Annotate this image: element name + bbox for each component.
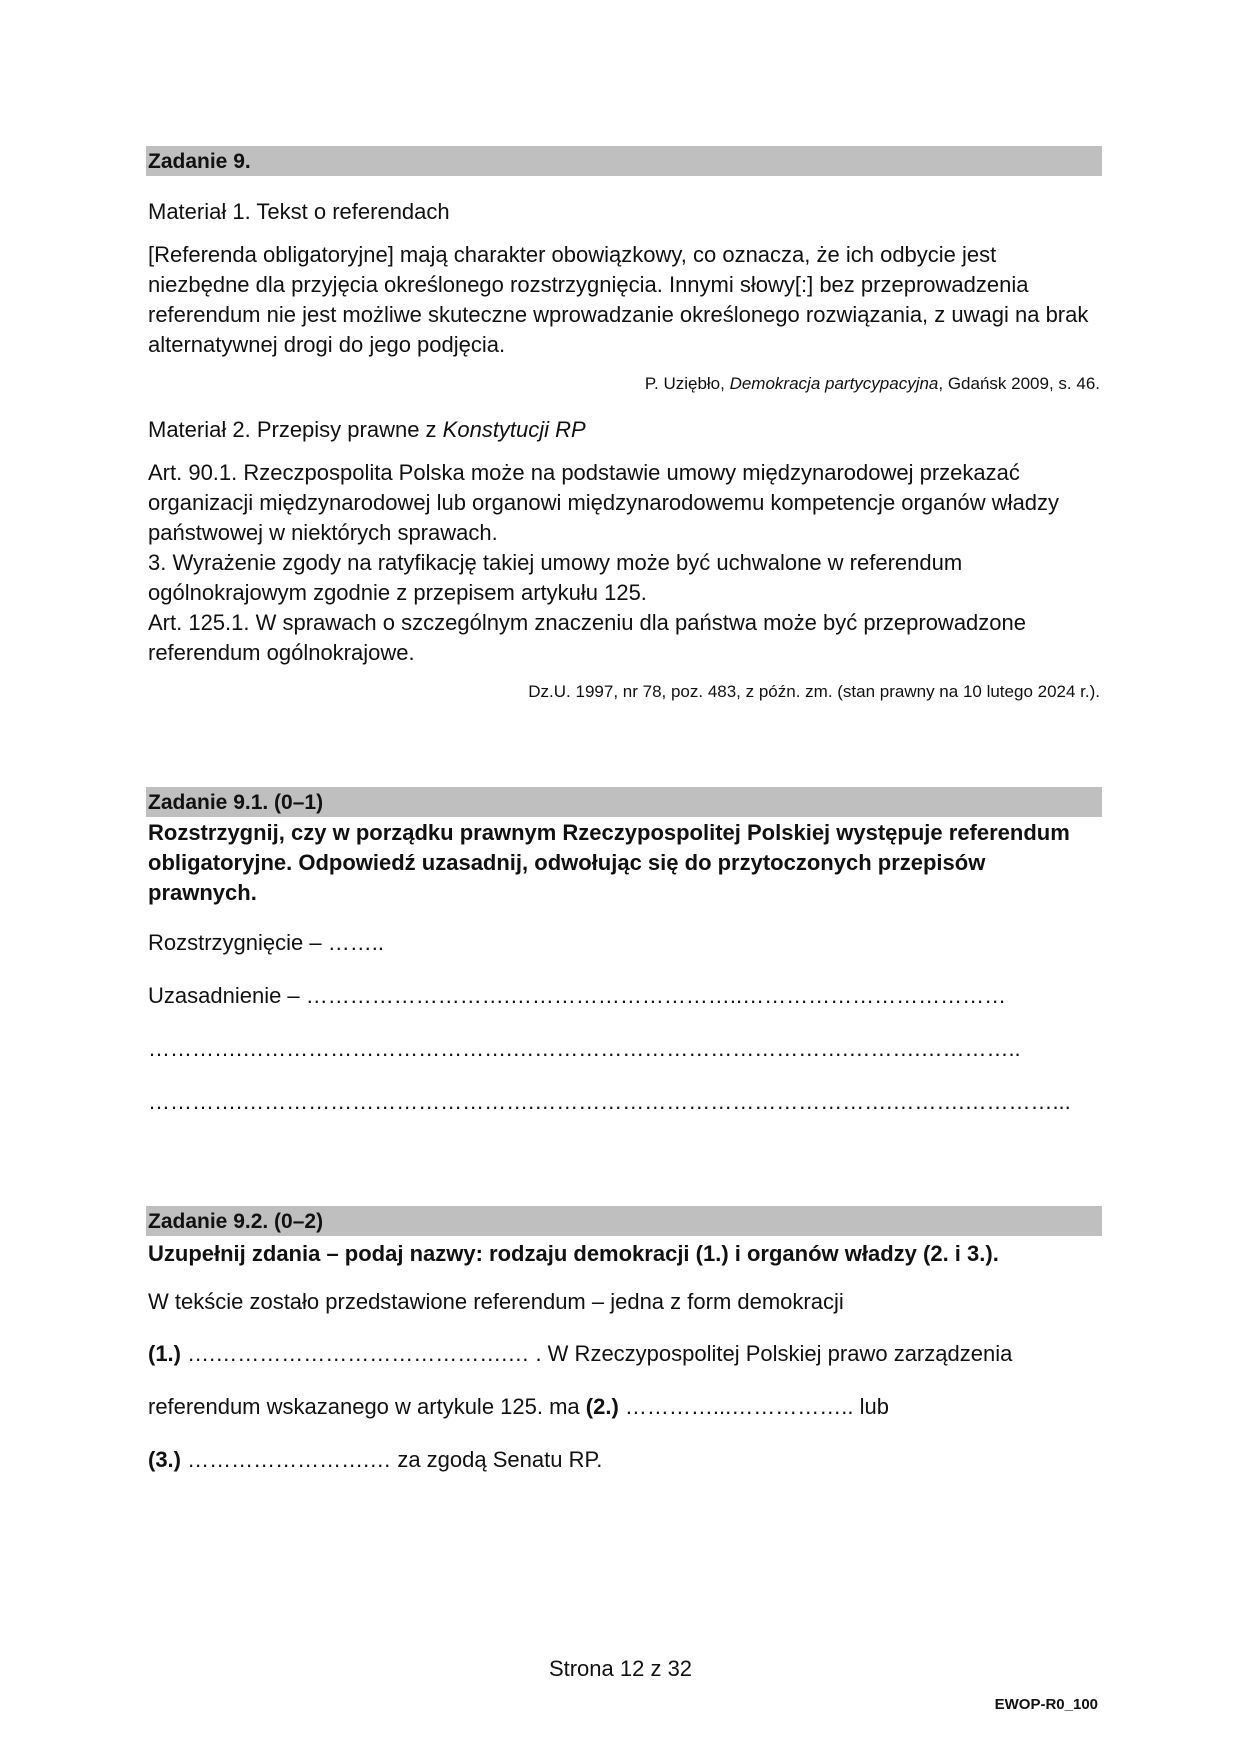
task9-2-instruction: Uzupełnij zdania – podaj nazwy: rodzaju demokracji (1.) i organów władzy (2. i 3.). (148, 1241, 999, 1266)
source-rest: , Gdańsk 2009, s. 46. (938, 374, 1100, 393)
material2-source: Dz.U. 1997, nr 78, poz. 483, z późn. zm. (stan prawny na 10 lutego 2024 r.). (528, 682, 1100, 701)
material2-title (148, 415, 1098, 445)
fill-line-4-text: …………………….… za zgodą Senatu RP. (181, 1447, 603, 1472)
fill-line-3-text: referendum wskazanego w artykule 125. ma (148, 1394, 586, 1419)
material1-source (645, 373, 1100, 395)
task9-header: Zadanie 9. (146, 146, 1102, 176)
answer-dots-line: ………….……………………………….……………………………………….……….………….. (148, 1036, 1021, 1061)
justification-line: Uzasadnienie – ……………………….…………………………..……………………………… (148, 983, 1007, 1008)
fill-line-1: W tekście zostało przedstawione referendum – jedna z form demokracji (148, 1289, 844, 1314)
source-title: Demokracja partycypacyjna (729, 374, 939, 393)
art90-3: 3. Wyrażenie zgody na ratyfikację takiej umowy może być uchwalone w referendum ogólnokrajowym zgodnie z przepisem artykułu 125. (148, 550, 963, 605)
art125-1: Art. 125.1. W sprawach o szczególnym znaczeniu dla państwa może być przeprowadzone referendum ogólnokrajowe. (148, 610, 1026, 665)
material1-text: [Referenda obligatoryjne] mają charakter obowiązkowy, co oznacza, że ich odbycie jest niezbędne dla przyjęcia określonego rozstrzygnięcia. Innymi słowy[:] bez przeprowadzenia referendum nie jest możliwe skuteczne wprowadzanie określonego rozwiązania, z uwagi na brak alternatywnej drogi do jego podjęcia. (148, 242, 1089, 357)
fill-line-3 (148, 1392, 889, 1422)
fill-line-2-text: ….………………………………….… . W Rzeczypospolitej Polskiej prawo zarządzenia (181, 1341, 1013, 1366)
material1-title: Materiał 1. Tekst o referendach (148, 199, 450, 224)
task9-2-header: Zadanie 9.2. (0–2) (146, 1206, 1102, 1236)
task9-1-instruction: Rozstrzygnij, czy w porządku prawnym Rzeczypospolitej Polskiej występuje referendum obligatoryjne. Odpowiedź uzasadnij, odwołując się do przytoczonych przepisów prawnych. (148, 820, 1070, 905)
exam-code: EWOP-R0_100 (994, 1696, 1098, 1713)
blank-label-2: (2.) (585, 1394, 619, 1419)
material2-title-italic: Konstytucji RP (442, 417, 586, 442)
decision-line: Rozstrzygnięcie – …….. (148, 930, 384, 955)
blank-label-3: (3.) (148, 1447, 181, 1472)
art90-1: Art. 90.1. Rzeczpospolita Polska może na podstawie umowy międzynarodowej przekazać organizacji międzynarodowej lub organowi międzynarodowemu kompetencje organów władzy państwowej w niektórych sprawach. (148, 460, 1060, 545)
fill-line-2 (148, 1339, 1012, 1369)
task9-1-header: Zadanie 9.1. (0–1) (146, 787, 1102, 817)
material2-title-prefix: Materiał 2. Przepisy prawne z (148, 417, 443, 442)
blank-label-1: (1.) (148, 1341, 181, 1366)
page-number: Strona 12 z 32 (548, 1656, 693, 1681)
fill-line-3-rest: …………...…………….. lub (618, 1394, 889, 1419)
fill-line-4 (148, 1445, 602, 1475)
answer-dots-line: ………….………………………………….………………………………………….……….…………... (148, 1089, 1071, 1114)
source-author: P. Uziębło, (644, 374, 730, 393)
